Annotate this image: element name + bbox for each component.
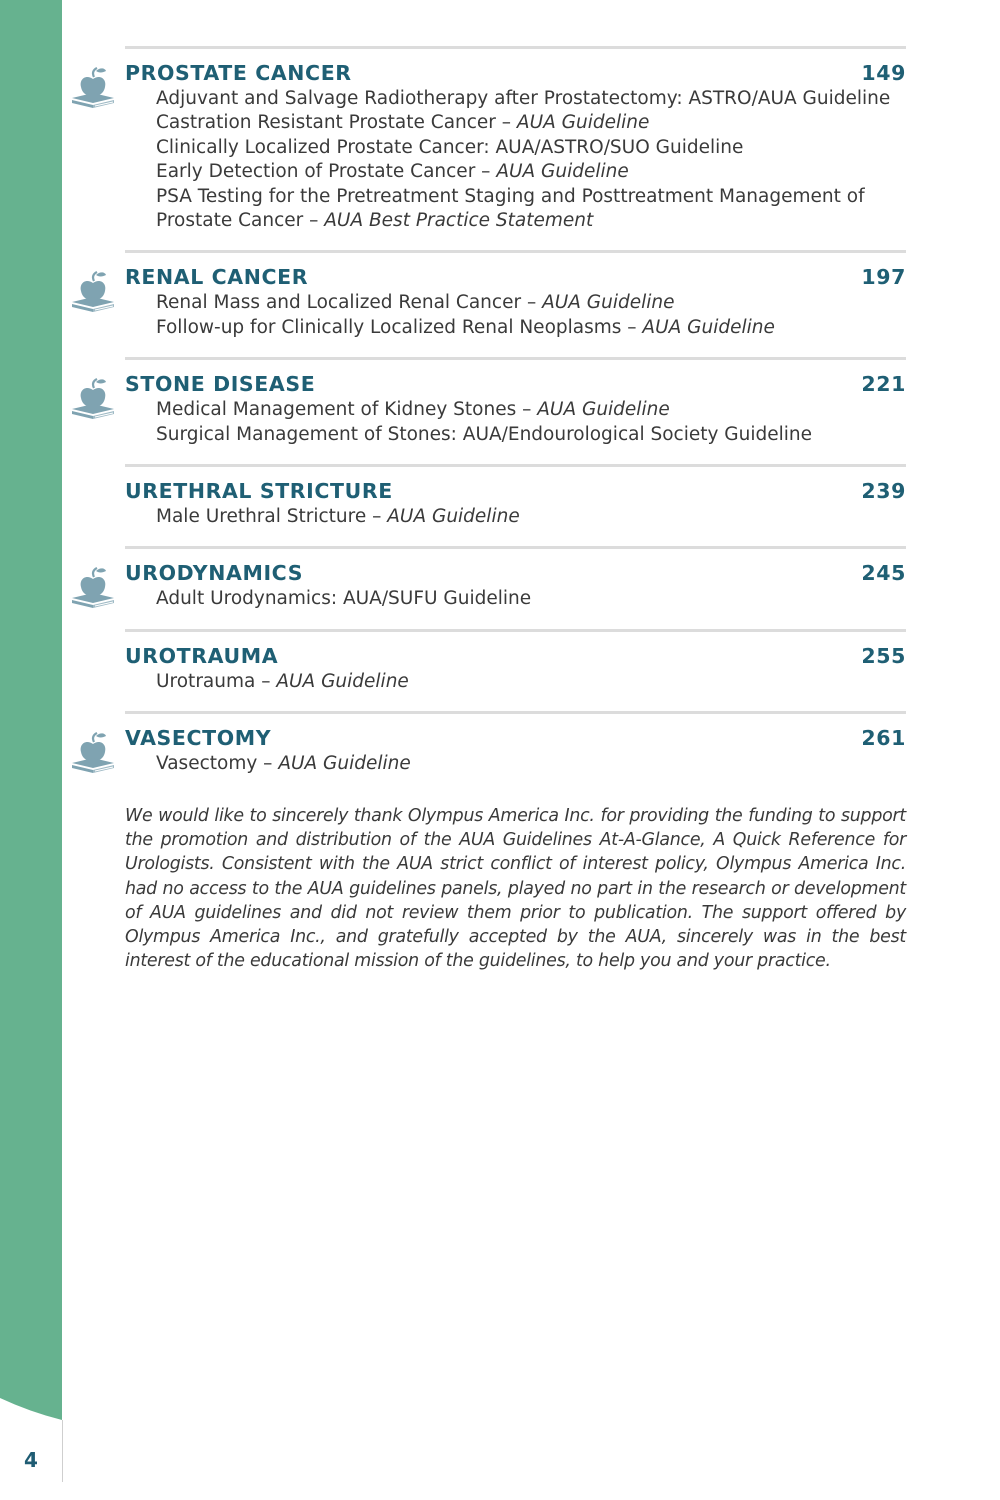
guideline-type: AUA Guideline <box>642 316 775 338</box>
section-page-number[interactable]: 239 <box>861 479 906 504</box>
guideline-list <box>125 752 906 776</box>
section-page-number[interactable]: 197 <box>861 265 906 290</box>
section-title[interactable]: URODYNAMICS <box>125 561 304 586</box>
apple-on-books-icon <box>69 269 117 315</box>
guideline-title: PSA Testing for the Pretreatment Staging and Posttreatment Management of <box>156 185 865 207</box>
section-page-number[interactable]: 261 <box>861 726 906 751</box>
apple-on-books-icon <box>69 565 117 611</box>
guideline-item <box>156 136 906 160</box>
section-page-number[interactable]: 255 <box>861 643 906 668</box>
guideline-item <box>156 398 906 422</box>
guideline-item <box>156 185 906 209</box>
section-heading-row <box>125 61 906 87</box>
guideline-item <box>156 111 906 135</box>
guideline-item <box>156 316 906 340</box>
guideline-title: Castration Resistant Prostate Cancer – <box>156 112 517 134</box>
guideline-type: AUA Guideline <box>542 292 675 314</box>
guideline-title: Early Detection of Prostate Cancer – <box>156 161 497 183</box>
apple-on-books-icon <box>69 376 117 422</box>
section-title[interactable]: UROTRAUMA <box>125 643 279 668</box>
guideline-item <box>156 87 906 111</box>
guideline-item <box>156 587 906 611</box>
toc-sections <box>125 46 906 794</box>
toc-section <box>125 46 906 250</box>
section-page-number[interactable]: 149 <box>861 61 906 85</box>
side-color-band <box>0 0 62 1420</box>
guideline-list <box>125 291 906 340</box>
toc-section <box>125 357 906 464</box>
guideline-title: Urotrauma – <box>156 670 277 692</box>
section-heading-row <box>125 479 906 505</box>
guideline-item <box>156 160 906 184</box>
apple-on-books-icon <box>69 65 117 111</box>
guideline-title: Follow-up for Clinically Localized Renal Neoplasms – <box>156 316 643 338</box>
section-title[interactable]: VASECTOMY <box>125 726 272 751</box>
toc-section <box>125 629 906 711</box>
guideline-type: AUA Guideline <box>537 399 670 421</box>
section-title[interactable]: RENAL CANCER <box>125 265 309 290</box>
guideline-item <box>156 291 906 315</box>
guideline-title: Adult Urodynamics: AUA/SUFU Guideline <box>156 588 532 610</box>
guideline-type: AUA Guideline <box>387 506 520 528</box>
page-number: 4 <box>24 1448 38 1472</box>
guideline-list <box>125 670 906 694</box>
guideline-title: Renal Mass and Localized Renal Cancer – <box>156 292 543 314</box>
toc-section <box>125 711 906 793</box>
section-heading-row <box>125 561 906 587</box>
guideline-item <box>156 423 906 447</box>
toc-section <box>125 464 906 546</box>
guideline-item <box>156 670 906 694</box>
section-page-number[interactable]: 245 <box>861 561 906 586</box>
apple-on-books-icon <box>69 730 117 776</box>
guideline-title: Adjuvant and Salvage Radiotherapy after Prostatectomy: ASTRO/AUA Guideline <box>156 88 891 109</box>
section-title[interactable]: STONE DISEASE <box>125 372 316 397</box>
guideline-type: AUA Guideline <box>496 161 629 183</box>
section-title[interactable]: URETHRAL STRICTURE <box>125 479 393 504</box>
toc-section <box>125 250 906 357</box>
section-title[interactable]: PROSTATE CANCER <box>125 61 352 85</box>
section-heading-row <box>125 644 906 670</box>
section-page-number[interactable]: 221 <box>861 372 906 397</box>
guideline-title: Vasectomy – <box>156 753 279 775</box>
guideline-list <box>125 587 906 611</box>
table-of-contents <box>125 46 906 991</box>
side-band-curve <box>0 1398 62 1428</box>
section-heading-row <box>125 726 906 752</box>
guideline-title: Clinically Localized Prostate Cancer: AUA/ASTRO/SUO Guideline <box>156 136 744 158</box>
guideline-title: Male Urethral Stricture – <box>156 506 388 528</box>
acknowledgment-paragraph: We would like to sincerely thank Olympus America Inc. for providing the funding to support the promotion and distribution of the AUA Guidelines At-A-Glance, A Quick Reference for Urologists. Consistent with the AUA strict conflict of interest policy, Olympus America Inc. had no access to the AUA guidelines panels, played no part in the research or development of AUA guidelines and did not review them prior to publication. The support offered by Olympus America Inc., and gratefully accepted by the AUA, sincerely was in the best interest of the educational mission of the guidelines, to help you and your practice. <box>125 805 906 972</box>
gutter-line <box>62 1420 63 1482</box>
section-heading-row <box>125 265 906 291</box>
guideline-list <box>125 505 906 529</box>
toc-section <box>125 546 906 628</box>
guideline-type: AUA Guideline <box>278 753 411 775</box>
guideline-list <box>125 398 906 447</box>
guideline-type: AUA Best Practice Statement <box>324 210 594 232</box>
guideline-title: Prostate Cancer – <box>156 210 325 232</box>
guideline-title: Medical Management of Kidney Stones – <box>156 399 538 421</box>
guideline-type: AUA Guideline <box>516 112 650 134</box>
guideline-item <box>156 505 906 529</box>
guideline-type: AUA Guideline <box>276 670 409 692</box>
section-heading-row <box>125 372 906 398</box>
guideline-item <box>156 209 906 233</box>
guideline-list <box>125 87 906 233</box>
guideline-title: Surgical Management of Stones: AUA/Endourological Society Guideline <box>156 423 813 445</box>
guideline-item <box>156 752 906 776</box>
